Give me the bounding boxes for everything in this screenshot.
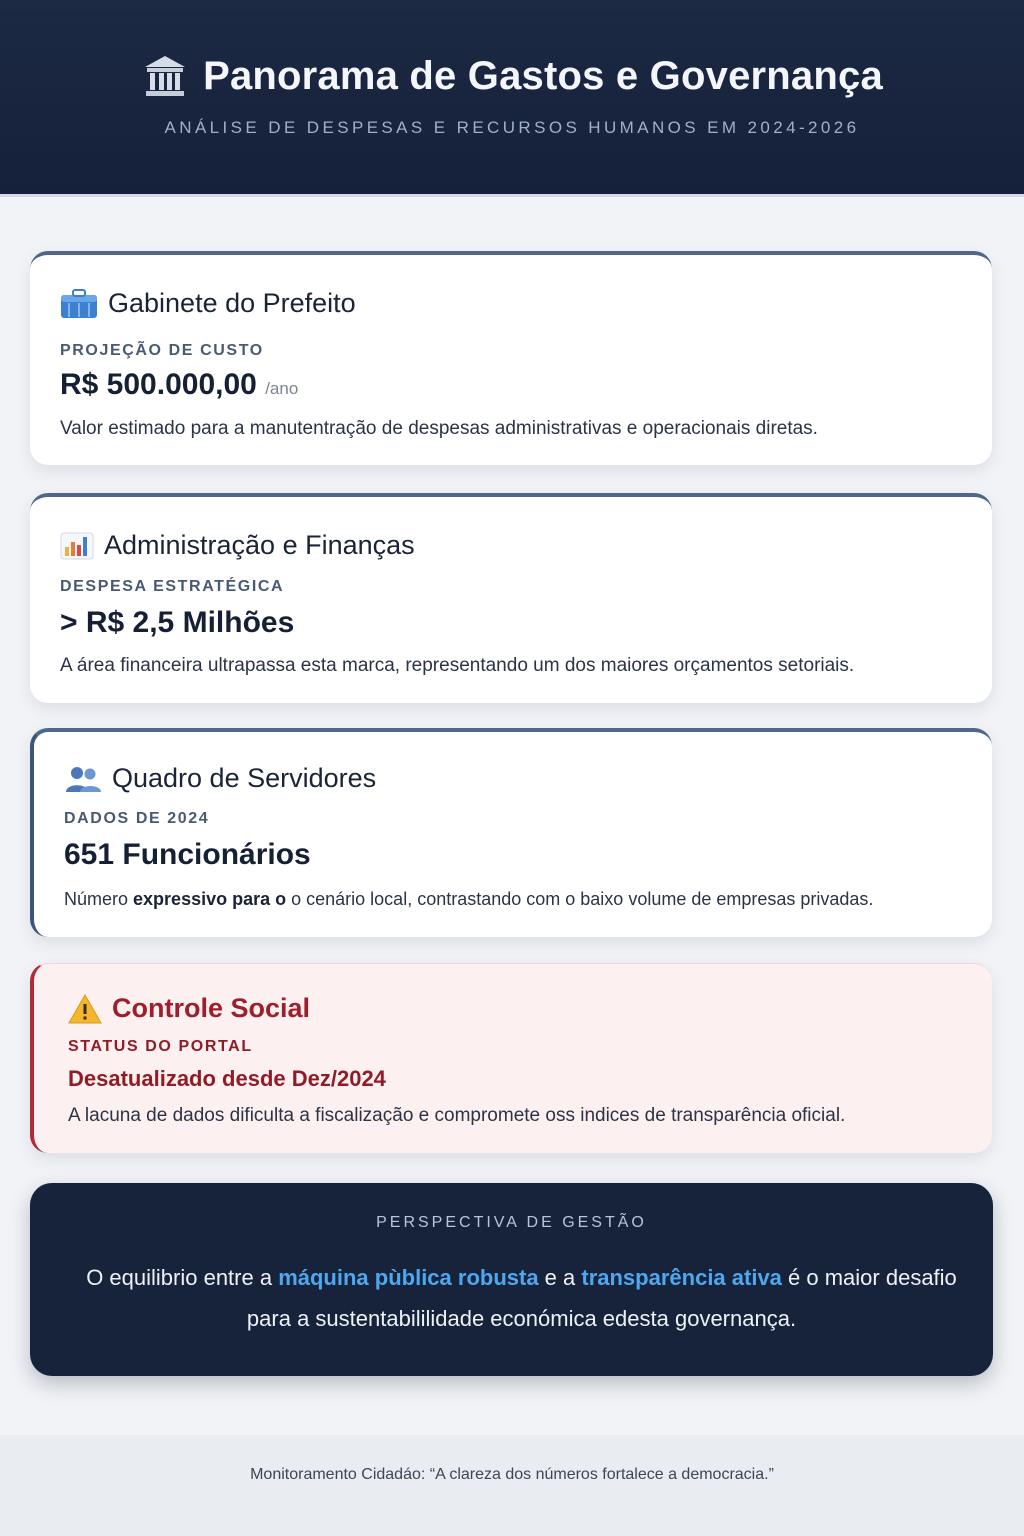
card-administracao — [30, 493, 992, 703]
card-value-unit: /ano — [265, 379, 299, 398]
page-footer — [0, 1435, 1024, 1536]
card-value: > R$ 2,5 Milhões — [60, 606, 295, 639]
card-label: DESPESA ESTRATÉGICA — [60, 578, 285, 595]
card-title: Quadro de Servidores — [112, 763, 377, 793]
card-description-post: o cenário local, contrastando com o baixo volume de empresas privadas. — [286, 889, 874, 909]
card-value: 651 Funcionários — [64, 838, 311, 871]
perspective-label: PERSPECTIVA DE GESTÃO — [376, 1214, 647, 1231]
perspective-text-1: O equilibrio entre a — [86, 1265, 279, 1290]
card-title: Gabinete do Prefeito — [108, 288, 356, 318]
card-title-row — [60, 288, 356, 319]
card-value: Desatualizado desde Dez/2024 — [68, 1066, 386, 1091]
perspective-text-3: é o maior desafio para a sustentabililidade económica edesta governança. — [246, 1265, 957, 1331]
card-title-row — [68, 993, 310, 1024]
card-label: STATUS DO PORTAL — [68, 1038, 253, 1055]
card-label: PROJEÇÃO DE CUSTO — [60, 342, 264, 359]
card-value-amount: R$ 500.000,00 — [60, 368, 257, 401]
people-icon — [64, 765, 102, 793]
card-title-row — [64, 763, 376, 794]
card-gabinete — [30, 251, 992, 465]
card-description: Valor estimado para a manutentração de despesas administrativas e operacionais diretas. — [60, 418, 818, 439]
perspective-text-2: e a — [538, 1265, 582, 1290]
perspective-highlight-1: máquina pùblica robusta — [278, 1265, 539, 1290]
bar-chart-icon — [60, 532, 94, 560]
perspective-text — [70, 1257, 973, 1339]
card-description: A área financeira ultrapassa esta marca, representando um dos maiores orçamentos setoriais. — [60, 655, 855, 676]
perspective-highlight-2: transparência ativa — [581, 1265, 782, 1290]
card-title-row — [60, 530, 415, 561]
warning-icon — [68, 994, 102, 1024]
briefcase-icon — [60, 289, 98, 319]
card-value — [60, 368, 298, 402]
card-controle-social — [30, 963, 992, 1153]
card-servidores — [30, 728, 992, 937]
page-header — [0, 0, 1024, 197]
card-description: A lacuna de dados dificulta a fiscalização e compromete oss indices de transparência oficial. — [68, 1105, 846, 1126]
card-description-pre: Número — [64, 889, 134, 909]
card-title: Controle Social — [112, 993, 311, 1023]
card-label: DADOS DE 2024 — [64, 810, 210, 827]
footer-text: Monitoramento Cidadáo: “A clareza dos números fortalece a democracia.” — [250, 1466, 774, 1483]
bank-icon — [141, 52, 189, 100]
header-title-row — [0, 52, 1024, 100]
page-title: Panorama de Gastos e Governança — [203, 53, 883, 98]
card-title: Administração e Finanças — [104, 530, 415, 560]
page-subtitle: ANÁLISE DE DESPESAS E RECURSOS HUMANOS EM 2024-2026 — [164, 118, 860, 137]
card-description — [64, 889, 972, 910]
card-description-bold: expressivo para o — [133, 889, 287, 909]
perspective-panel — [30, 1183, 993, 1376]
